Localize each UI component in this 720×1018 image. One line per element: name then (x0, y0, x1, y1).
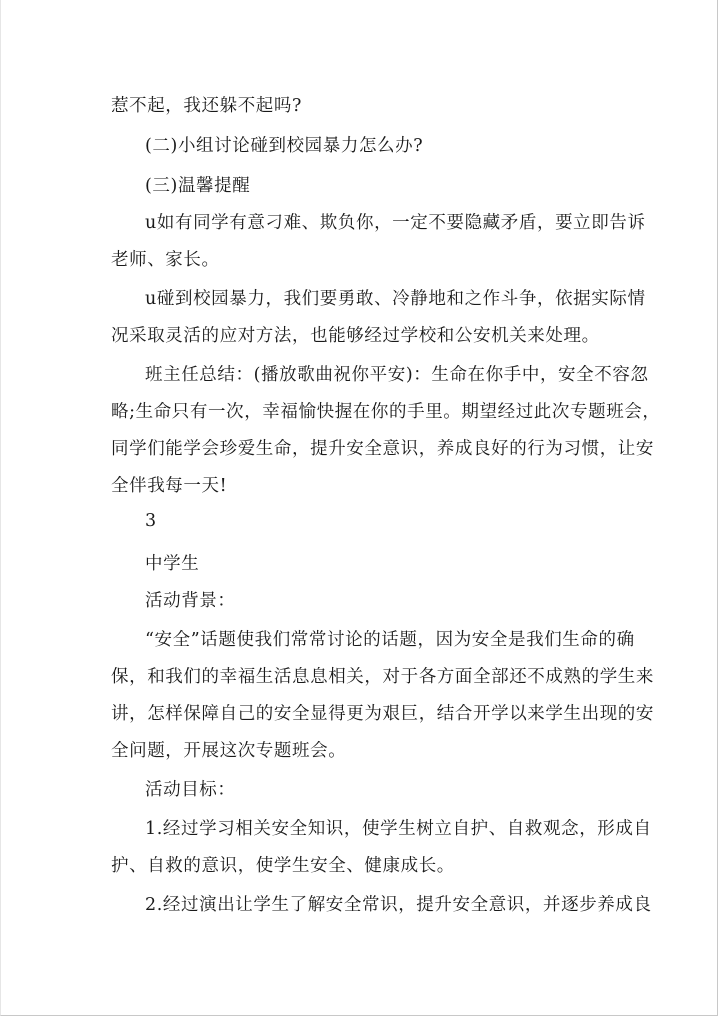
text-line: 略;生命只有一次，幸福愉快握在你的手里。期望经过此次专题班会， (111, 402, 661, 422)
text-line: 全问题，开展这次专题班会。 (111, 741, 347, 761)
section-heading: (二)小组讨论碰到校园暴力怎么办? (145, 136, 424, 156)
text-line: 1.经过学习相关安全知识，使学生树立自护、自救观念，形成自 (145, 819, 652, 839)
section-heading: 中学生 (145, 554, 200, 574)
text-line: 况采取灵活的应对方法，也能够经过学校和公安机关来处理。 (111, 326, 600, 346)
text-line: 老师、家长。 (111, 250, 220, 270)
section-heading: 活动目标： (145, 780, 236, 800)
text-line: 2.经过演出让学生了解安全常识，提升安全意识，并逐步养成良 (145, 895, 652, 915)
text-line: 同学们能学会珍爱生命，提升安全意识，养成良好的行为习惯，让安 (111, 439, 654, 459)
section-heading: 活动背景： (145, 591, 236, 611)
text-line: 保，和我们的幸福生活息息相关，对于各方面全部还不成熟的学生来 (111, 667, 654, 687)
text-line: 护、自救的意识，使学生安全、健康成长。 (111, 856, 455, 876)
text-line: “安全”话题使我们常常讨论的话题，因为安全是我们生命的确 (145, 630, 635, 650)
section-heading: (三)温馨提醒 (145, 176, 251, 196)
text-line: 全伴我每一天! (111, 476, 228, 496)
text-line: 讲，怎样保障自己的安全显得更为艰巨，结合开学以来学生出现的安 (111, 704, 654, 724)
text-line: u如有同学有意刁难、欺负你，一定不要隐藏矛盾，要立即告诉 (145, 213, 646, 233)
text-line: 惹不起，我还躲不起吗? (111, 96, 302, 116)
text-line: 班主任总结：(播放歌曲祝你平安)：生命在你手中，安全不容忽 (145, 365, 649, 385)
section-number: 3 (145, 511, 157, 531)
text-line: u碰到校园暴力，我们要勇敢、冷静地和之作斗争，依据实际情 (145, 289, 646, 309)
